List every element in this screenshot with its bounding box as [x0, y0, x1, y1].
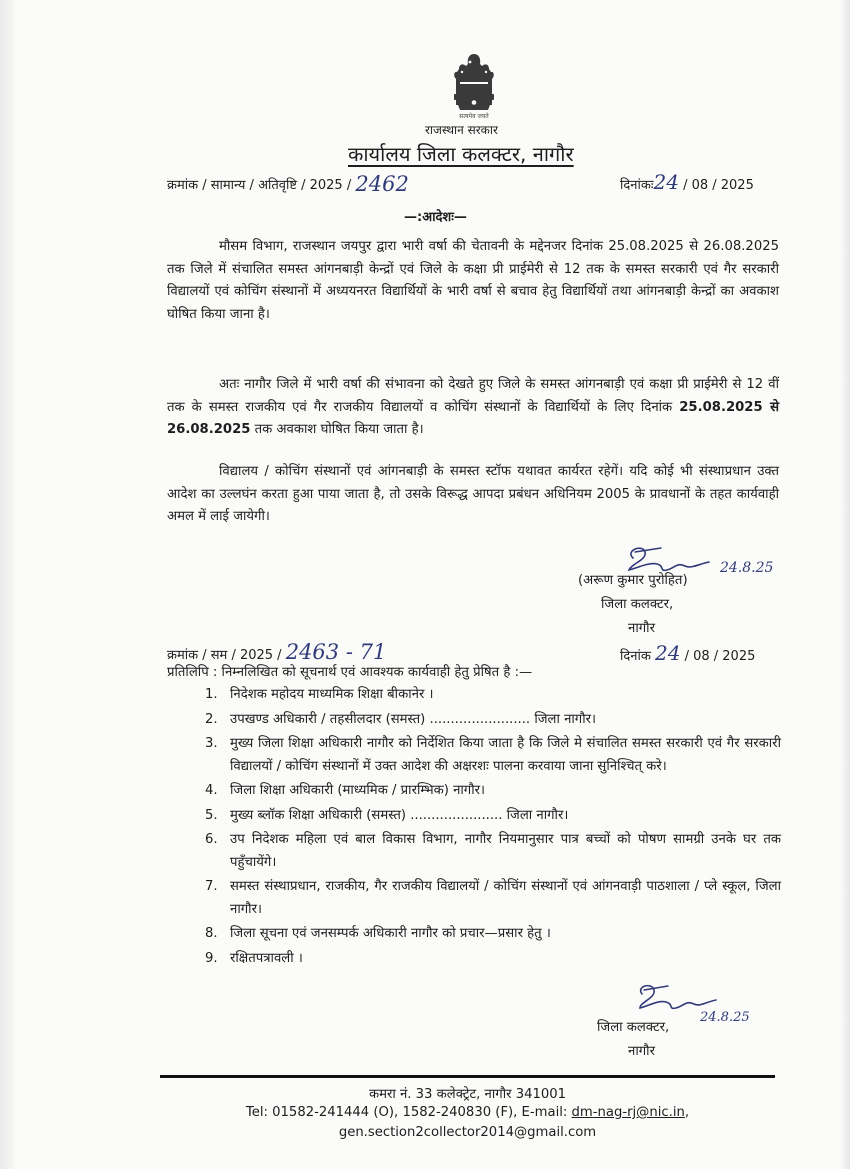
list-text: समस्त संस्थाप्रधान, राजकीय, गैर राजकीय विद्यालयों / कोचिंग संस्थानों एवं आंगनवाड़ी पाठशाला / प्ले स्कूल, जिला नागौर।: [230, 879, 781, 917]
paragraph-text: विद्यालय / कोचिंग संस्थानों एवं आंगनबाड़ी के समस्त स्टॉफ यथावत कार्यरत रहेगें। यदि कोई भी संस्थाप्रधान उक्त आदेश का उल्लघंन करता हुआ पाया जाता है, तो उसके विरूद्ध आपदा प्रबंधन अधिनियम 2005 के प्रावधानों के तहत कार्यवाही अमल में लाई जायेगी।: [167, 464, 779, 524]
government-name: राजस्थान सरकार: [425, 123, 498, 137]
scan-shadow-left: [0, 0, 14, 1169]
paragraph-bold-dates: 25.08.2025 से 26.08.2025: [167, 399, 780, 437]
footer-email-1-suffix: ,: [684, 1105, 690, 1120]
order-heading: —:आदेशः—: [404, 210, 467, 225]
copy-number: [167, 640, 386, 664]
collector-place: नागौर: [628, 621, 655, 636]
order-number: [167, 170, 409, 194]
list-number: 1.: [205, 687, 218, 702]
order-date: [620, 170, 754, 194]
list-item: [207, 780, 781, 803]
list-text: उपखण्ड अधिकारी / तहसीलदार (समस्त) ........................ जिला नागौर।: [230, 711, 597, 727]
copy-number-handwritten: 2463 - 71: [285, 640, 387, 664]
signature-2-date-handwritten: 24.8.25: [700, 1010, 750, 1025]
list-number: 3.: [205, 736, 218, 751]
list-item: [207, 923, 781, 946]
footer-contact: [160, 1105, 775, 1120]
copy-to-label: प्रतिलिपि : निम्नलिखित को सूचनार्थ एवं आवश्यक कार्यवाही हेतु प्रेषित है :—: [167, 665, 533, 680]
paragraph-weather-warning: [167, 236, 779, 326]
order-number-prefix: क्रमांक / सामान्य / अतिवृष्टि / 2025 /: [167, 178, 352, 193]
list-item: [207, 948, 781, 971]
list-item: [207, 805, 781, 828]
copy-date: [620, 641, 755, 665]
collector-place-2: नागौर: [628, 1044, 655, 1059]
order-number-handwritten: 2462: [355, 172, 409, 196]
list-number: 8.: [205, 926, 218, 941]
copy-date-label: दिनांक: [620, 649, 651, 664]
footer-address: कमरा नं. 33 कलेक्ट्रेट, नागौर 341001: [368, 1087, 567, 1102]
list-number: 9.: [205, 950, 218, 966]
list-text: रक्षितपत्रावली ।: [230, 950, 303, 966]
paragraph-holiday-declaration: [167, 374, 779, 442]
list-text: मुख्य ब्लॉक शिक्षा अधिकारी (समस्त) ...................... जिला नागौर।: [230, 807, 569, 823]
list-item: [207, 829, 781, 874]
list-number: 4.: [205, 783, 218, 798]
list-number: 5.: [205, 807, 218, 823]
list-number: 7.: [205, 879, 218, 894]
list-text: उप निदेशक महिला एवं बाल विकास विभाग, नागौर नियमानुसार पात्र बच्चों को पोषण सामग्री उनके घर तक पहुँचायेंगे।: [230, 832, 781, 870]
list-text: जिला शिक्षा अधिकारी (माध्यमिक / प्रारम्भिक) नागौर।: [230, 783, 486, 798]
copy-number-prefix: क्रमांक / सम / 2025 /: [167, 648, 282, 663]
paragraph-text: तक अवकाश घोषित किया जाता है।: [250, 422, 424, 437]
list-text: मुख्य जिला शिक्षा अधिकारी नागौर को निर्देशित किया जाता है कि जिले मे संचालित समस्त सरकारी एवं गैर सरकारी विद्यालयों / कोचिंग संस्थानों में उक्त आदेश की अक्षरशः पालना करवाया जाना सुनिश्चित् करे।: [230, 736, 781, 774]
list-item: [207, 709, 781, 732]
paragraph-text: मौसम विभाग, राजस्थान जयपुर द्वारा भारी वर्षा की चेतावनी के मद्देनजर दिनांक 25.08.2025 से 26.08.2025 तक जिले में संचालित समस्त आंगनबाड़ी केन्द्रों एवं जिले के कक्षा प्री प्राईमेरी से 12 तक के समस्त सरकारी एवं गैर सरकारी विद्यालयों एवं कोचिंग संस्थानों में अध्ययनरत विद्यार्थियों के भारी वर्षा से बचाव हेतु विद्यार्थियों तथा आंगनबाड़ी केन्द्रों का अवकाश घोषित किया जाना है।: [167, 239, 779, 322]
order-date-day-handwritten: 24: [653, 170, 679, 194]
list-number: 2.: [205, 711, 218, 727]
office-title: कार्यालय जिला कलक्टर, नागौर: [348, 142, 574, 166]
scan-shadow-right: [840, 0, 850, 1169]
copy-date-rest: / 08 / 2025: [684, 649, 756, 664]
emblem-motto: सत्यमेव जयते: [459, 113, 489, 120]
order-date-rest: / 08 / 2025: [683, 178, 754, 193]
list-number: 6.: [205, 832, 218, 847]
footer-phone: Tel: 01582-241444 (O), 1582-240830 (F), E-mail:: [245, 1105, 572, 1120]
list-item: [207, 733, 781, 778]
footer-email-1: dm-nag-rj@nic.in: [571, 1105, 685, 1120]
order-date-label: दिनांकः: [620, 178, 654, 193]
paragraph-staff-instructions: [167, 461, 779, 529]
copy-to-list: [207, 684, 781, 972]
footer-email-2: gen.section2collector2014@gmail.com: [338, 1125, 597, 1140]
copy-date-day-handwritten: 24: [654, 641, 681, 665]
collector-designation: जिला कलक्टर,: [601, 597, 674, 612]
list-item: [207, 876, 781, 921]
paragraph-text: अतः नागौर जिले में भारी वर्षा की संभावना को देखते हुए जिले के समस्त आंगनबाड़ी एवं कक्षा प्री प्राईमेरी से 12 वीं तक के समस्त राजकीय एवं गैर राजकीय विद्यालयों व कोचिंग संस्थानों के विद्यार्थियों के लिए दिनांक: [167, 377, 779, 415]
footer-divider: [160, 1075, 775, 1078]
collector-designation-2: जिला कलक्टर,: [597, 1020, 670, 1035]
signature-1-date-handwritten: 24.8.25: [720, 560, 774, 576]
collector-name: (अरूण कुमार पुरोहित): [578, 573, 688, 588]
list-text: निदेशक महोदय माध्यमिक शिक्षा बीकानेर ।: [230, 687, 434, 702]
list-text: जिला सूचना एवं जनसम्पर्क अधिकारी नागौर को प्रचार—प्रसार हेतु ।: [230, 926, 551, 941]
list-item: [207, 684, 781, 707]
